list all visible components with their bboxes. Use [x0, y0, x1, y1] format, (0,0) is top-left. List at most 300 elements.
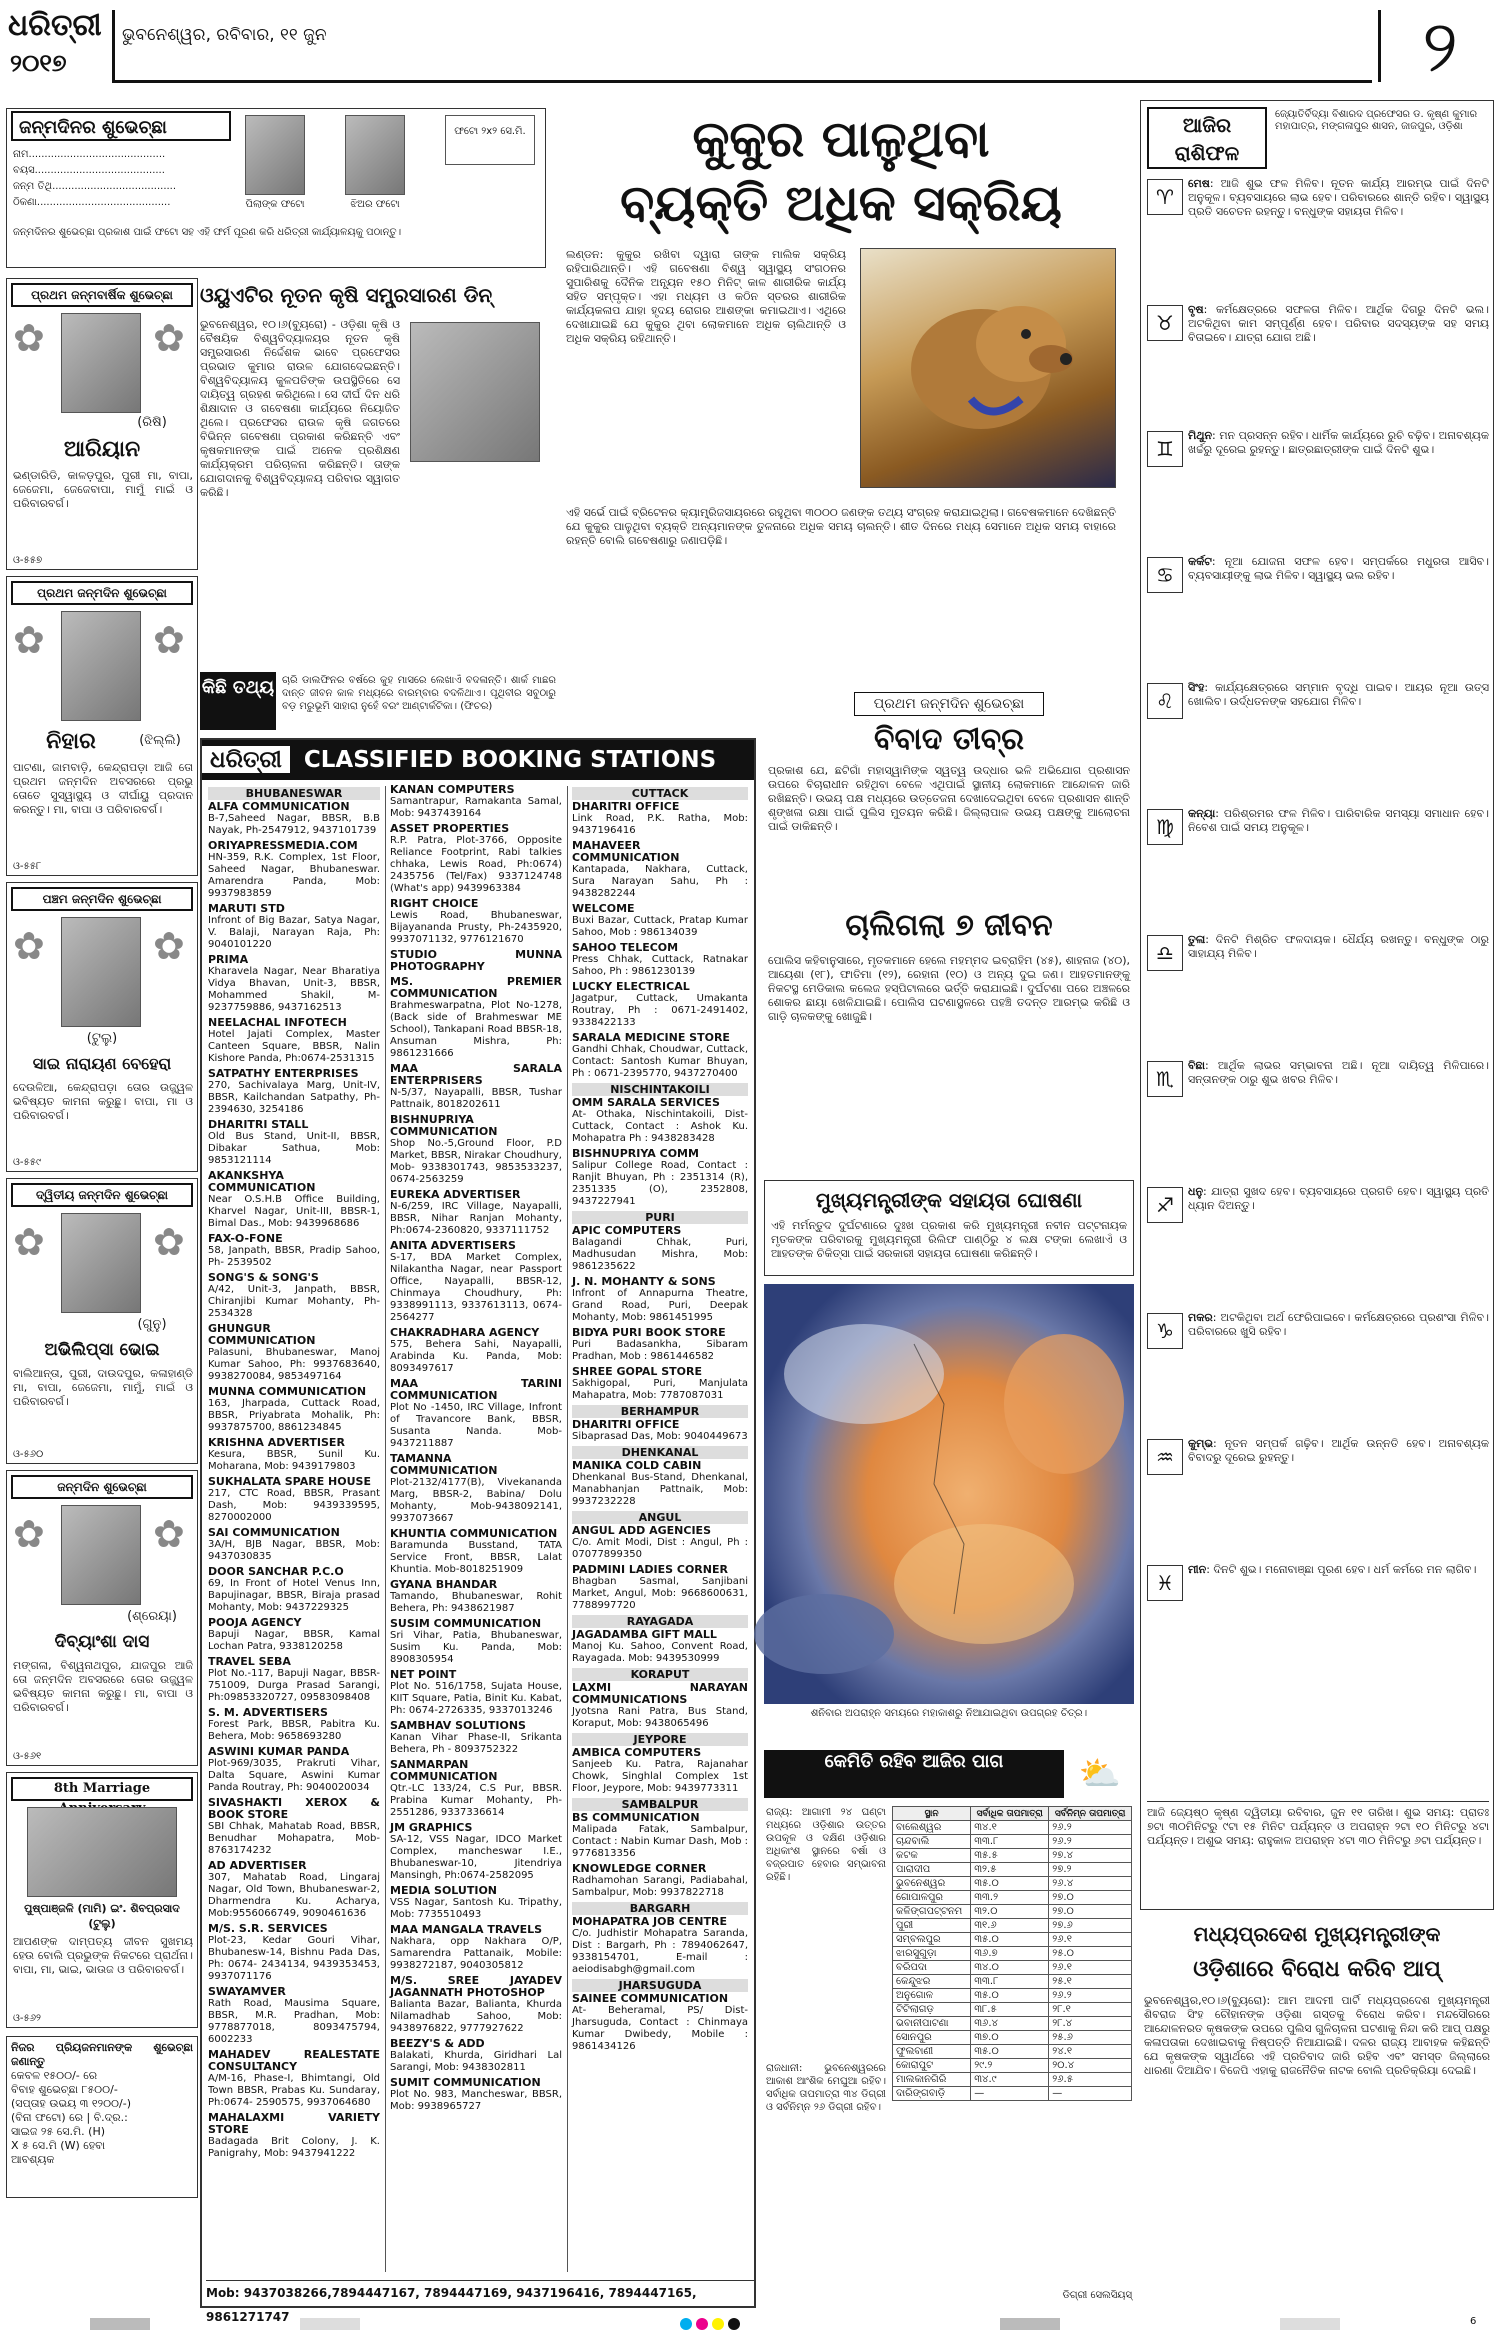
cm-relief-body: ଏହି ମର୍ମନ୍ତୁଦ ଦୁର୍ଘଟଣାରେ ଦୁଃଖ ପ୍ରକାଶ କରି ମୁଖ୍ୟମନ୍ତ୍ରୀ ନବୀନ ପଟ୍ଟନାୟକ ମୃତକଙ୍କ ପରିବାରକୁ ମୁଖ୍ୟମନ୍ତ୍ରୀ ରିଲିଫ ପାଣ୍ଠିରୁ ୪ ଲକ୍ଷ ଟଙ୍କା ଲେଖାଏଁ ଓ ଆହତଙ୍କ ଚିକିତ୍ସା ପାଇଁ ସରକାରୀ ସହାୟତା ଘୋଷଣା କରିଛନ୍ତି। [771, 1219, 1127, 1260]
horoscope-list [1147, 177, 1489, 1777]
horoscope-sign: ♍ କନ୍ୟା: ପରିଶ୍ରମର ଫଳ ମିଳିବ। ପାରିବାରିକ ସମସ୍ୟା ସମାଧାନ ହେବ। ନିବେଶ ପାଇଁ ସମୟ ଅନୁକୂଳ। [1147, 807, 1489, 927]
zodiac-name: କନ୍ୟା [1188, 807, 1216, 820]
zodiac-icon: ♋ [1147, 557, 1183, 593]
horoscope-sign: ♊ ମିଥୁନ: ମନ ପ୍ରସନ୍ନ ରହିବ। ଧାର୍ମିକ କାର୍ଯ୍ୟରେ ରୁଚି ବଢ଼ିବ। ଅନାବଶ୍ୟକ ଖର୍ଚ୍ଚରୁ ଦୂରେଇ ରୁହନ୍ତୁ। ଛାତ୍ରଛାତ୍ରୀଙ୍କ ପାଇଁ ଦିନଟି ଶୁଭ। [1147, 429, 1489, 549]
zodiac-name: ମିଥୁନ [1188, 429, 1213, 442]
classified-station-name: ANITA ADVERTISERS [390, 1239, 516, 1252]
registration-dot-cyan [680, 2318, 692, 2330]
classified-station-detail: Sanjeeb Ku. Patra, Rajanahar Chowk, Singhlal Complex 1st Floor, Jeypore, Mob: 9439773311 [572, 1759, 748, 1794]
classified-station-name: AMBICA COMPUTERS [572, 1746, 702, 1759]
zodiac-icon: ♓ [1147, 1565, 1183, 1601]
weather-row [893, 2017, 1132, 2031]
greeting-name: ଦିବ୍ୟାଂଶା ଦାସ [54, 1632, 150, 1652]
weather-max: ୩୧.୬ [971, 1919, 1049, 1933]
classified-city-heading: ANGUL [572, 1511, 748, 1524]
classified-station-name: SAMBHAV SOLUTIONS [390, 1719, 526, 1732]
classified-station [208, 801, 380, 837]
horoscope-sign: ♋ କର୍କଟ: ନୂଆ ଯୋଜନା ସଫଳ ହେବ। ସମ୍ପର୍କରେ ମଧୁରତା ଆସିବ। ବ୍ୟବସାୟୀଙ୍କୁ ଲାଭ ମିଳିବ। ସ୍ୱାସ୍ଥ୍ୟ ଭଲ ରହିବ। [1147, 555, 1489, 675]
classified-station-name: MAA MANGALA TRAVELS [390, 1923, 543, 1936]
classified-station-name: MUNNA COMMUNICATION [208, 1385, 367, 1398]
classified-station [572, 801, 748, 837]
ouat-body: ଭୁବନେଶ୍ୱର, ୧୦।୬(ବ୍ୟୁରୋ) - ଓଡ଼ିଶା କୃଷି ଓ ବୈଷୟିକ ବିଶ୍ୱବିଦ୍ୟାଳୟର ନୂତନ କୃଷି ସମ୍ପ୍ରସାରଣ ନିର୍ଦ୍ଦେଶକ ଭାବେ ପ୍ରଫେସର ପ୍ରଭାତ କୁମାର ରାଉଳ ଯୋଗଦେଇଛନ୍ତି। ବିଶ୍ୱବିଦ୍ୟାଳୟ କୁଳପତିଙ୍କ ଉପସ୍ଥିତିରେ ସେ ଦାୟିତ୍ୱ ଗ୍ରହଣ କରିଥିଲେ। ସେ ଦୀର୍ଘ ଦିନ ଧରି ଶିକ୍ଷାଦାନ ଓ ଗବେଷଣା କାର୍ଯ୍ୟରେ ନିୟୋଜିତ ଥିଲେ। ପ୍ରଫେସର ରାଉଳ କୃଷି ଜଗତରେ ବିଭିନ୍ନ ଗବେଷଣା ପ୍ରକାଶ କରିଛନ୍ତି ଏବଂ କୃଷକମାନଙ୍କ ପାଇଁ ଅନେକ ପ୍ରଶିକ୍ଷଣ କାର୍ଯ୍ୟକ୍ରମ ପରିଚାଳନା କରିଛନ୍ତି। ତାଙ୍କ ଯୋଗଦାନକୁ ବିଶ୍ୱବିଦ୍ୟାଳୟ ପରିବାର ସ୍ୱାଗତ କରିଛି। [200, 318, 400, 499]
classified-station [572, 1916, 748, 1976]
fact-box-label: କିଛି ତଥ୍ୟ [200, 672, 276, 730]
classified-station [390, 823, 562, 895]
weather-col-header: ସର୍ବନିମ୍ନ ତାପମାତ୍ରା [1049, 1807, 1132, 1821]
classified-station [572, 1525, 748, 1561]
classified-station-detail: Plot-23, Kedar Gouri Vihar, Bhubanesw-14, Bishnu Pada Das, Ph: 0674- 2434134, 9439353453, 9937071176 [208, 1935, 380, 1982]
flower-icon: ✿ [153, 1512, 185, 1556]
greeting-card [6, 882, 198, 1172]
classified-station-name: SUMIT COMMUNICATION [390, 2076, 541, 2089]
classified-station-detail: Buxi Bazar, Cuttack, Pratap Kumar Sahoo, Mob : 986134039 [572, 915, 748, 938]
classified-station-name: M/S. S.R. SERVICES [208, 1922, 328, 1935]
weather-max: ୩୫.୫ [971, 1849, 1049, 1863]
weather-min: ୨୬.୨ [1049, 1835, 1132, 1849]
horoscope-sign: ♎ ତୁଳା: ଦିନଟି ମିଶ୍ରିତ ଫଳଦାୟକ। ଧୈର୍ଯ୍ୟ ରଖନ୍ତୁ। ବନ୍ଧୁଙ୍କ ଠାରୁ ସାହାଯ୍ୟ ମିଳିବ। [1147, 933, 1489, 1053]
classified-station-detail: SBI Chhak, Mahatab Road, BBSR, Benudhar Mohapatra, Mob- 8763174232 [208, 1821, 380, 1856]
weather-min: ୨୭.୨ [1049, 1863, 1132, 1877]
weather-city: ବରିପଦା [893, 1961, 971, 1975]
classified-station [390, 1822, 562, 1882]
classified-station [208, 1170, 380, 1230]
weather-min: ୨୮.୧ [1049, 2003, 1132, 2017]
classified-city-heading: PURI [572, 1211, 748, 1224]
greeting-photo [61, 1213, 141, 1313]
classified-city-heading: BHUBANESWAR [208, 787, 380, 800]
classified-station-name: SWAYAMVER [208, 1985, 286, 1998]
anniversary-names: ପୁଷ୍ପାଞ୍ଜଳି (ମାମି) ଇଂ. ଶିବପ୍ରସାଦ (ଟୁଲୁ) [24, 1902, 180, 1930]
horoscope-sign: ♑ ମକର: ଅଟକିଥିବା ଅର୍ଥ ଫେରିପାଇବେ। କର୍ମକ୍ଷେତ୍ରରେ ପ୍ରଶଂସା ମିଳିବ। ପରିବାରରେ ଖୁସି ରହିବ। [1147, 1311, 1489, 1431]
weather-row [893, 1961, 1132, 1975]
weather-row [893, 1947, 1132, 1961]
classified-station [208, 1707, 380, 1743]
horoscope-sign: ♐ ଧନୁ: ଯାତ୍ରା ସୁଖଦ ହେବ। ବ୍ୟବସାୟରେ ପ୍ରଗତି ହେବ। ସ୍ୱାସ୍ଥ୍ୟ ପ୍ରତି ଧ୍ୟାନ ଦିଅନ୍ତୁ। [1147, 1185, 1489, 1305]
weather-max: ୩୪.୦ [971, 1961, 1049, 1975]
weather-min: ୨୭.୦ [1049, 1891, 1132, 1905]
weather-city: ଟିଟିଲାଗଡ଼ [893, 2003, 971, 2017]
classified-station-detail: Kharavela Nagar, Near Bharatiya Vidya Bhavan, Unit-3, BBSR, Mohammed Shakil, M-9237759886, 9437162513 [208, 966, 380, 1013]
birthday-form [6, 108, 546, 268]
fact-box-text: ଚାରି ଡାଲଫିନର ବର୍ଷରେ କୁହ ମାସରେ ଲେଖାଏଁ ବଦଳାନ୍ତି। ଶାର୍କ ମାଛର ଦାନ୍ତ ଜୀବନ କାଳ ମଧ୍ୟରେ ବାରମ୍ବାର ବଦଳିଥାଏ। ପୃଥିବୀର ସବୁଠାରୁ ବଡ଼ ମରୁଭୂମି ସାହାରା ନୁହେଁ ବରଂ ଆଣ୍ଟାର୍କଟିକା। (ଫିଚର) [282, 675, 556, 712]
masthead-logo: ଧରିତ୍ରୀ [8, 8, 102, 43]
classified-station-detail: R.P. Patra, Plot-3766, Opposite Reliance Footprint, Rabi talkies chhaka, Lewis Road, Ph:0674) 2435756 (Tel/Fax) 9337124748 (What's app) 9439963384 [390, 835, 562, 894]
classified-station-detail: N-5/37, Nayapalli, BBSR, Tushar Pattnaik, 8018202611 [390, 1087, 562, 1110]
greeting-code: ଓ-୫୬୦ [13, 1449, 44, 1460]
classifieds-logo: ଧରିତ୍ରୀ [202, 746, 290, 773]
classified-station [208, 1617, 380, 1653]
weather-max: ୩୭.୦ [971, 2031, 1049, 2045]
classified-station-name: MS. PREMIER COMMUNICATION [390, 975, 562, 1000]
classified-station [572, 1419, 748, 1443]
classified-station-detail: Plot No.-117, Bapuji Nagar, BBSR-751009, Durga Prasad Sarangi, Ph:09853320727, 09583098408 [208, 1668, 380, 1703]
greeting-title: ଜନ୍ମଦିନ ଶୁଭେଚ୍ଛା [11, 1475, 193, 1499]
classified-station-name: PRIMA [208, 953, 249, 966]
classified-station-detail: Qtr.-LC 133/24, C.S Pur, BBSR. Prabina Kumar Mohanty, Ph-2551286, 9337336614 [390, 1783, 562, 1818]
classified-station [572, 942, 748, 978]
classified-station-detail: 307, Mahatab Road, Lingaraj Nagar, Old Town, Bhubaneswar-2, Dharmendra Ku. Acharya, Mob:9556066749, 9090461636 [208, 1872, 380, 1919]
classified-station [390, 1240, 562, 1324]
classifieds-footer: Mob: 9437038266,7894447167, 7894447169, 9437196416, 7894447165, 9861271747 [206, 2280, 754, 2304]
classified-station-name: BS COMMUNICATION [572, 1811, 700, 1824]
classified-station [208, 1068, 380, 1116]
classified-station-name: M/S. SREE JAYADEV JAGANNATH PHOTOSHOP [390, 1974, 562, 1999]
weather-min: ୨୬.୪ [1049, 1877, 1132, 1891]
greetings-column [6, 278, 198, 2308]
greeting-card [6, 1178, 198, 1464]
classified-station-detail: Hotel Jajati Complex, Master Canteen Square, BBSR, Nalin Kishore Panda, Ph:0674-2531315 [208, 1029, 380, 1064]
horoscope-title: ଆଜିର ରାଶିଫଳ [1147, 107, 1267, 169]
masthead-year: ୨୦୧୭ [10, 48, 67, 77]
registration-dot-magenta [696, 2318, 708, 2330]
classified-station [390, 2038, 562, 2074]
classified-station-name: KNOWLEDGE CORNER [572, 1862, 707, 1875]
weather-row [893, 2073, 1132, 2087]
classified-station-name: MEDIA SOLUTION [390, 1884, 498, 1897]
weather-city: କଳିଙ୍ଗପଟ୍ଟନମ [893, 1905, 971, 1919]
classified-station-name: DHARITRI OFFICE [572, 1418, 680, 1431]
flower-icon: ✿ [13, 924, 45, 968]
classified-station-name: J. N. MOHANTY & SONS [572, 1275, 716, 1288]
zodiac-icon: ♍ [1147, 809, 1183, 845]
classified-station [572, 1276, 748, 1324]
dog-body-2: ଏହି ସର୍ଭେ ପାଇଁ ବ୍ରିଟେନର କ୍ୟାମ୍ବ୍ରିଜସାୟରରେ ରହୁଥିବା ୩୦୦୦ ଜଣଙ୍କ ତଥ୍ୟ ସଂଗ୍ରହ କରାଯାଇଥିଲା। ଗବେଷକମାନେ ଦେଖିଛନ୍ତି ଯେ କୁକୁର ପାଳୁଥିବା ବ୍ୟକ୍ତି ଅନ୍ୟମାନଙ୍କ ତୁଳନାରେ ଅଧିକ ସମୟ ଚାଲନ୍ତି। ଶୀତ ଦିନରେ ମଧ୍ୟ ସେମାନେ ଅଧିକ ସମୟ ବାହାରେ ରହନ୍ତି ବୋଲି ଗବେଷଣାରୁ ଜଣାପଡ଼ିଛି। [566, 506, 1116, 547]
dispute-body: ପ୍ରକାଶ ଯେ, ଛଟିଗାଁ ମହାସ୍ୱାମିଙ୍କ ସ୍ୱତ୍ୱ ଉଦ୍ଧାର ଭଳି ଅଭିଯୋଗ ପ୍ରଶାସନ ଉପରେ ବିଚାରାଧୀନ ରହିଥିବା ବେଳେ ଏଥିପାଇଁ ସ୍ଥାନୀୟ ଲୋକମାନେ ଆନ୍ଦୋଳନ ଜାରି ରଖିଛନ୍ତି। ଉଭୟ ପକ୍ଷ ମଧ୍ୟରେ ଉତ୍ତେଜନା ଦେଖାଦେଇଥିବା ବେଳେ ପ୍ରଶାସନ ଶାନ୍ତି ଶୃଙ୍ଖଳା ରକ୍ଷା ପାଇଁ ପୁଲିସ ମୁତୟନ କରିଛି। ଜିଲ୍ଲାପାଳ ଉଭୟ ପକ୍ଷଙ୍କୁ ଆଲୋଚନା ପାଇଁ ଡାକିଛନ୍ତି। [768, 764, 1130, 833]
lives-lost-body: ପୋଲିସ କହିବାନୁସାରେ, ମୃତକମାନେ ହେଲେ ମହମ୍ମଦ ଇବ୍ରାହିମ (୪୫), ଶାହନାଜ (୪୦), ଆୟେଶା (୧୮), ଫାତିମା (୧୨), ରେହାନା (୧୦) ଓ ଅନ୍ୟ ଦୁଇ ଜଣ। ଆହତମାନଙ୍କୁ ନିକଟସ୍ଥ ମେଡିକାଲ କଲେଜ ହସ୍ପିଟାଲରେ ଭର୍ତ୍ତି କରାଯାଇଛି। ଦୁର୍ଘଟଣା ପରେ ଅଞ୍ଚଳରେ ଶୋକର ଛାୟା ଖେଳିଯାଇଛି। ପୋଲିସ ଘଟଣାସ୍ଥଳରେ ପହଞ୍ଚି ତଦନ୍ତ ଆରମ୍ଭ କରିଛି ଓ ଗାଡ଼ି ଚାଳକଙ୍କୁ ଖୋଜୁଛି। [768, 954, 1130, 1023]
weather-max: ୩୫.୦ [971, 2045, 1049, 2059]
weather-state-forecast: ରାଜ୍ୟ: ଆଗାମୀ ୨୪ ଘଣ୍ଟା ମଧ୍ୟରେ ଓଡ଼ିଶାର ଉତ୍ତର ଉପକୂଳ ଓ ଦକ୍ଷିଣ ଓଡ଼ିଶାର ଅଧିକାଂଶ ସ୍ଥାନରେ ବର୍ଷା ଓ ବଜ୍ରପାତ ହେବାର ସମ୍ଭାବନା ରହିଛି। [766, 1807, 886, 1883]
classified-station-name: LUCKY ELECTRICAL [572, 980, 690, 993]
classified-station-name: BEEZY'S & ADD [390, 2037, 485, 2050]
classified-station-detail: B-7,Saheed Nagar, BBSR, B.B Nayak, Ph-2547912, 9437101739 [208, 813, 380, 836]
zodiac-name: ମକର [1188, 1311, 1213, 1324]
classified-station-detail: N-6/259, IRC Village, Nayapalli, BBSR, Nihar Ranjan Mohanty, Ph:0674-2360820, 9337111752 [390, 1201, 562, 1236]
rates-line: କେବଳ ୧୫୦୦/- ରେ [11, 2069, 98, 2082]
classified-city-heading: JEYPORE [572, 1733, 748, 1746]
zodiac-icon: ♊ [1147, 431, 1183, 467]
classified-station-detail: Badagada Brit Colony, J. K. Panigrahy, Mob: 9437941222 [208, 2136, 380, 2159]
weather-capital-forecast: ରାଜଧାନୀ: ଭୁବନେଶ୍ୱରରେ ଆକାଶ ଆଂଶିକ ମେଘୁଆ ରହିବ। ସର୍ବାଧିକ ତାପମାତ୍ରା ୩୪ ଡିଗ୍ରୀ ଓ ସର୍ବନିମ୍ନ ୨୬ ଡିଗ୍ରୀ ରହିବ। [766, 2063, 886, 2113]
zodiac-icon: ♒ [1147, 1439, 1183, 1475]
classified-station-detail: Malipada Fatak, Sambalpur, Contact : Nabin Kumar Dash, Mob : 9776813356 [572, 1824, 748, 1859]
weather-max: — [971, 2087, 1049, 2101]
weather-max: ୩୫.୦ [971, 1877, 1049, 1891]
classified-station-name: GYANA BHANDAR [390, 1578, 498, 1591]
classified-station [572, 1863, 748, 1899]
flower-icon: ✿ [13, 618, 45, 662]
weather-city: ଚାନ୍ଦବାଲି [893, 1835, 971, 1849]
weather-max: ୩୫.୦ [971, 1989, 1049, 2003]
weather-min: ୨୬.୧ [1049, 1933, 1132, 1947]
weather-title: କେମିତି ରହିବ ଆଜିର ପାଗ [764, 1750, 1064, 1798]
weather-min: ୨୬.୧ [1049, 1961, 1132, 1975]
classified-station-detail: C/o. Amit Modi, Dist : Angul, Ph : 07077899350 [572, 1537, 748, 1560]
classified-station [390, 949, 562, 973]
classified-station-name: ALFA COMMUNICATION [208, 800, 350, 813]
weather-min: ୨୦.୪ [1049, 2059, 1132, 2073]
weather-row [893, 1891, 1132, 1905]
zodiac-text: ନୂତନ ସମ୍ପର୍କ ଗଢ଼ିବ। ଆର୍ଥିକ ଉନ୍ନତି ହେବ। ଅନାବଶ୍ୟକ ବିବାଦରୁ ଦୂରେଇ ରୁହନ୍ତୁ। [1188, 1437, 1489, 1464]
classifieds-title: CLASSIFIED BOOKING STATIONS [303, 747, 717, 773]
greeting-text: ଭଣ୍ଡାରିଡି, କାଳଡ଼ପୁର, ପୁରୀ ମା, ବାପା, ଜେଜେମା, ଜେଜେବାପା, ମାମୁଁ ମାଇଁ ଓ ପରିବାରବର୍ଗ। [13, 469, 193, 510]
zodiac-text: ଦିନଟି ମିଶ୍ରିତ ଫଳଦାୟକ। ଧୈର୍ଯ୍ୟ ରଖନ୍ତୁ। ବନ୍ଧୁଙ୍କ ଠାରୁ ସାହାଯ୍ୟ ମିଳିବ। [1188, 933, 1489, 960]
greeting-title: ପ୍ରଥମ ଜନ୍ମବାର୍ଷିକ ଶୁଭେଚ୍ଛା [11, 283, 193, 307]
weather-city: ସୋନପୁର [893, 2031, 971, 2045]
zodiac-icon: ♐ [1147, 1187, 1183, 1223]
weather-city: କଟକ [893, 1849, 971, 1863]
zodiac-name: ଧନୁ [1188, 1185, 1204, 1198]
ouat-headline: ଓୟୁଏଟିର ନୂତନ କୃଷି ସମ୍ପ୍ରସାରଣ ଡିନ୍ [200, 283, 493, 307]
classified-city-heading: CUTTACK [572, 787, 748, 800]
classified-station [208, 1923, 380, 1983]
weather-city: ସମ୍ବଲପୁର [893, 1933, 971, 1947]
zodiac-text: ପରିଶ୍ରମର ଫଳ ମିଳିବ। ପାରିବାରିକ ସମସ୍ୟା ସମାଧାନ ହେବ। ନିବେଶ ପାଇଁ ସମୟ ଅନୁକୂଳ। [1188, 807, 1490, 834]
classified-city-heading: DHENKANAL [572, 1446, 748, 1459]
classified-station-detail: Tamando, Bhubaneswar, Rohit Behera, Ph: 9438621987 [390, 1591, 562, 1614]
flower-icon: ✿ [153, 316, 185, 360]
weather-unit-note: ଡିଗ୍ରୀ ସେଲସିୟସ୍ [1062, 2290, 1132, 2301]
classified-station [390, 1579, 562, 1615]
form-field-age[interactable]: ବୟସ......................................... [13, 165, 165, 176]
registration-mark [300, 2318, 360, 2330]
satellite-image [764, 1284, 1134, 1704]
classified-station-detail: S-17, BDA Market Complex, Nilakantha Nagar, near Passport Office, Nayapalli, BBSR-12, Chinmaya Choudhury, Ph: 9338991113, 9337613113, 0674-2564277 [390, 1252, 562, 1323]
weather-city: ଦାରିଙ୍ଗବାଡ଼ି [893, 2087, 971, 2101]
weather-max: ୩୩.୮ [971, 1975, 1049, 1989]
registration-mark [1000, 2318, 1060, 2330]
zodiac-icon: ♑ [1147, 1313, 1183, 1349]
horoscope-sign: ♌ ସିଂହ: କାର୍ଯ୍ୟକ୍ଷେତ୍ରରେ ସମ୍ମାନ ବୃଦ୍ଧି ପାଇବ। ଆୟର ନୂଆ ଉତ୍ସ ଖୋଲିବ। ଉର୍ଦ୍ଧତନଙ୍କ ସହଯୋଗ ମିଳିବ। [1147, 681, 1489, 801]
weather-row [893, 1849, 1132, 1863]
page-number-divider [1378, 10, 1381, 82]
classified-station-detail: Palasuni, Bhubaneswar, Manoj Kumar Sahoo, Ph: 9937683640, 9938270084, 9853497164 [208, 1347, 380, 1382]
classified-station-name: GHUNGUR COMMUNICATION [208, 1322, 316, 1347]
greeting-nick: (ଗୁନୁ) [137, 1317, 167, 1332]
greeting-photo [61, 917, 141, 1027]
classified-station [572, 1327, 748, 1363]
classifieds-column-1 [208, 784, 380, 2276]
classified-station [390, 976, 562, 1060]
classified-station-name: STUDIO MUNNA PHOTOGRAPHY [390, 948, 562, 973]
mp-headline-1: ମଧ୍ୟପ୍ରଦେଶ ମୁଖ୍ୟମନ୍ତ୍ରୀଙ୍କ [1193, 1922, 1441, 1946]
weather-col-header: ସର୍ବାଧିକ ତାପମାତ୍ରା [971, 1807, 1049, 1821]
birthday-form-note: ଜନ୍ମଦିନର ଶୁଭେଚ୍ଛା ପ୍ରକାଶ ପାଇଁ ଫଟୋ ସହ ଏହି ଫର୍ମ ପୂରଣ କରି ଧରିତ୍ରୀ କାର୍ଯ୍ୟାଳୟକୁ ପଠାନ୍ତୁ। [13, 227, 402, 238]
horoscope-sign: ♈ ମେଷ: ଆଜି ଶୁଭ ଫଳ ମିଳିବ। ନୂତନ କାର୍ଯ୍ୟ ଆରମ୍ଭ ପାଇଁ ଦିନଟି ଅନୁକୂଳ। ବ୍ୟବସାୟରେ ଲାଭ ହେବ। ପରିବାରରେ ଶାନ୍ତି ରହିବ। ସ୍ୱାସ୍ଥ୍ୟ ପ୍ରତି ସଚେତନ ରହନ୍ତୁ। ବନ୍ଧୁଙ୍କ ସହାୟତା ମିଳିବ। [1147, 177, 1489, 297]
classified-station-detail: Kanan Vihar Phase-II, Srikanta Behera, Ph - 8093752322 [390, 1732, 562, 1755]
weather-min: ୨୪.୧ [1049, 2045, 1132, 2059]
classified-station-detail: HN-359, R.K. Complex, 1st Floor, Saheed Nagar, Bhubaneswar. Amarendra Panda, Mob: 9937983859 [208, 852, 380, 899]
greeting-name: ସାଇ ନାରାୟଣ ବେହେରା [32, 1054, 172, 1073]
classified-city-heading: RAYAGADA [572, 1615, 748, 1628]
classified-station [572, 840, 748, 900]
classified-station-detail: Plot No. 516/1758, Sujata House, KIIT Square, Patia, Binit Ku. Kabat, Ph: 0674-2726335, 9337013246 [390, 1681, 562, 1716]
classified-station-detail: Bapuji Nagar, BBSR, Kamal Lochan Patra, 9338120258 [208, 1629, 380, 1652]
panjika-text: ଆଜି ଜ୍ୟେଷ୍ଠ କୃଷ୍ଣ ଦ୍ୱିତୀୟା ରବିବାର, ଜୁନ ୧୧ ତାରିଖ। ଶୁଭ ସମୟ: ପ୍ରାତଃ ୭ଟା ୩୦ମିନିଟରୁ ୯ଟା ୧୫ ମିନିଟ ପର୍ଯ୍ୟନ୍ତ ଓ ଅପରାହ୍ନ ୨ଟା ୧୦ ମିନିଟରୁ ୪ଟା ପର୍ଯ୍ୟନ୍ତ। ଅଶୁଭ ସମୟ: ରାହୁକାଳ ଅପରାହ୍ନ ୪ଟା ୩୦ ମିନିଟରୁ ୬ଟା ପର୍ଯ୍ୟନ୍ତ। [1147, 1801, 1489, 1905]
weather-city: କୋରାପୁଟ [893, 2059, 971, 2073]
weather-max: ୩୩.୨ [971, 1891, 1049, 1905]
dispute-headline: ବିବାଦ ତୀବ୍ର [874, 722, 1024, 757]
weather-min: ୨୫.୦ [1049, 1947, 1132, 1961]
classified-station-detail: SA-12, VSS Nagar, IDCO Market Complex, mancheswar I.E., Bhubaneswar-10, Jitendriya Mansingh, Ph:0674-2582095 [390, 1834, 562, 1881]
weather-max: ୩୨.୫ [971, 1863, 1049, 1877]
classified-station [208, 1119, 380, 1167]
zodiac-name: ବିଛା [1188, 1059, 1205, 1072]
sample-photo-child [245, 115, 305, 195]
classified-station [390, 1114, 562, 1186]
classifieds-column-3 [572, 784, 748, 2276]
classified-station [208, 1476, 380, 1524]
classified-station-detail: Sri Vihar, Patia, Bhubaneswar, Susim Ku. Panda, Mob: 8908305954 [390, 1630, 562, 1665]
dispute-story [764, 692, 1134, 898]
greeting-card [6, 1470, 198, 1766]
form-field-name[interactable]: ନାମ........................................... [13, 149, 166, 160]
weather-row [893, 1919, 1132, 1933]
greeting-title: ଦ୍ୱିତୀୟ ଜନ୍ମଦିନ ଶୁଭେଚ୍ଛା [11, 1183, 193, 1207]
rates-title: ନିଜର ପ୍ରିୟଜନମାନଙ୍କ ଶୁଭେଚ୍ଛା ଜଣାନ୍ତୁ [11, 2041, 193, 2068]
classified-station-detail: At- Othaka, Nischintakoili, Dist- Cuttack, Contact : Ashok Ku. Mohapatra Ph : 9438283428 [572, 1109, 748, 1144]
classified-station [572, 1148, 748, 1208]
horoscope-sign: ♏ ବିଛା: ଆର୍ଥିକ ଲାଭର ସମ୍ଭାବନା ଅଛି। ନୂଆ ଦାୟିତ୍ୱ ମିଳିପାରେ। ସନ୍ତାନଙ୍କ ଠାରୁ ଶୁଭ ଖବର ମିଳିବ। [1147, 1059, 1489, 1179]
classified-station-name: SUSIM COMMUNICATION [390, 1617, 542, 1630]
satellite-caption: ଶନିବାର ଅପରାହ୍ନ ସମୟରେ ମହାକାଶରୁ ନିଆଯାଇଥିବା ଉପଗ୍ରହ ଚିତ୍ର। [810, 1708, 1088, 1719]
classified-station-detail: Radhamohan Sarangi, Padiabahal, Sambalpur, Mob: 9937822718 [572, 1875, 748, 1898]
greeting-code: ଓ-୫୬୧ [13, 1751, 42, 1762]
greeting-nick: (ଟୁଲୁ) [86, 1031, 118, 1046]
flower-icon: ✿ [153, 924, 185, 968]
classified-station-detail: Forest Park, BBSR, Pabitra Ku. Behera, Mob: 9658693280 [208, 1719, 380, 1742]
dog-headline-2: ବ୍ୟକ୍ତି ଅଧିକ ସକ୍ରିୟ [620, 173, 1062, 232]
sample-photo-girl [345, 115, 405, 195]
classified-station-detail: Kantapada, Nakhara, Cuttack, Sura Narayan Sahu, Ph : 9438282244 [572, 864, 748, 899]
greeting-text: ବାଲିଆନ୍ତା, ପୁରୀ, ଦାଉଦପୁର, କଳାହାଣ୍ଡି ମା, ବାପା, ଜେଜେମା, ମାମୁଁ, ମାଇଁ ଓ ପରିବାରବର୍ଗ। [13, 1367, 193, 1408]
classified-station [208, 1860, 380, 1920]
registration-mark [90, 2318, 150, 2330]
classified-station-name: RIGHT CHOICE [390, 897, 479, 910]
rates-line: X ୫ ସେ.ମି (W) ହେବା [11, 2139, 106, 2152]
classified-station-detail: C/o. Judhistir Mohapatra Saranda, Dist : Bargarh, Ph : 7894062647, 9338154701, E-mail : aeiodisabgh@gmail.com [572, 1928, 748, 1975]
classified-station-name: SATPATHY ENTERPRISES [208, 1067, 359, 1080]
weather-city: ପୁରୀ [893, 1919, 971, 1933]
weather-city: ଗୋପାଳପୁର [893, 1891, 971, 1905]
zodiac-text: ଅଟକିଥିବା ଅର୍ଥ ଫେରିପାଇବେ। କର୍ମକ୍ଷେତ୍ରରେ ପ୍ରଶଂସା ମିଳିବ। ପରିବାରରେ ଖୁସି ରହିବ। [1188, 1311, 1490, 1338]
classified-station-detail: Plot-2132/4177(B), Vivekananda Marg, BBSR-2, Babina/ Dolu Mohanty, Mob-9438092141, 9937073667 [390, 1477, 562, 1524]
classified-station-detail: Press Chhak, Cuttack, Ratnakar Sahoo, Ph : 9861230139 [572, 954, 748, 977]
greeting-card [6, 278, 198, 570]
classified-station [208, 1797, 380, 1857]
weather-row [893, 1975, 1132, 1989]
classified-station-name: KHUNTIA COMMUNICATION [390, 1527, 558, 1540]
classified-station-name: SAHOO TELECOM [572, 941, 679, 954]
classified-station-detail: Manoj Ku. Sahoo, Convent Road, Rayagada. Mob: 9439530999 [572, 1641, 748, 1664]
classified-station [208, 954, 380, 1014]
lives-lost-headline: ଚାଲିଗଲା ୭ ଜୀବନ [845, 908, 1053, 943]
classified-station-detail: 163, Jharpada, Cuttack Road, BBSR, Priyabrata Mohalik, Ph: 9937875700, 8861234845 [208, 1398, 380, 1433]
flower-icon: ✿ [153, 618, 185, 662]
classified-station-name: OMM SARALA SERVICES [572, 1096, 720, 1109]
zodiac-text: ମନ ପ୍ରସନ୍ନ ରହିବ। ଧାର୍ମିକ କାର୍ଯ୍ୟରେ ରୁଚି ବଢ଼ିବ। ଅନାବଶ୍ୟକ ଖର୍ଚ୍ଚରୁ ଦୂରେଇ ରୁହନ୍ତୁ। ଛାତ୍ରଛାତ୍ରୀଙ୍କ ପାଇଁ ଦିନଟି ଶୁଭ। [1188, 429, 1490, 456]
classified-station-detail: Nakhara, opp Nakhara O/P, Samarendra Pattanaik, Mobile: 9938272187, 9040305812 [390, 1936, 562, 1971]
classified-station-detail: Balagandi Chhak, Puri, Madhusudan Mishra, Mob: 9861235622 [572, 1237, 748, 1272]
classified-station-detail: VSS Nagar, Santosh Ku. Tripathy, Mob: 7735510493 [390, 1897, 562, 1920]
classified-station-detail: At- Beheramal, PS/ Dist- Jharsuguda, Contact : Chinmaya Kumar Dwibedy, Mobile : 9861434126 [572, 2005, 748, 2052]
classified-station [208, 1017, 380, 1065]
classified-station-detail: Balakati, Khurda, Giridhari Lal Sarangi, Mob: 9438302811 [390, 2050, 562, 2073]
classified-station [572, 1225, 748, 1273]
classified-station-detail: Balianta Bazar, Balianta, Khurda Nilamadhab Sahoo, Mob: 9438976822, 9777927622 [390, 1999, 562, 2034]
weather-city: ପାରାଦୀପ [893, 1863, 971, 1877]
greeting-title: ପଞ୍ଚମ ଜନ୍ମଦିନ ଶୁଭେଚ୍ଛା [11, 887, 193, 911]
zodiac-text: କର୍ମକ୍ଷେତ୍ରରେ ସଫଳତା ମିଳିବ। ଆର୍ଥିକ ଦିଗରୁ ଦିନଟି ଭଲ। ଅଟକିଥିବା କାମ ସମ୍ପୂର୍ଣ୍ଣ ହେବ। ପରିବାର ସଦସ୍ୟଙ୍କ ସହ ସମୟ ବିତାଇବେ। ଯାତ୍ରା ଯୋଗ ଅଛି। [1188, 303, 1489, 344]
classified-station-detail: Salipur College Road, Contact : Ranjit Bhuyan, Ph : 2351314 (R), 2351335 (O), 2352808, 9437227941 [572, 1160, 748, 1207]
classified-station-name: MARUTI STD [208, 902, 285, 915]
weather-min: ୨୭.୬ [1049, 1919, 1132, 1933]
column-rule [385, 786, 386, 2272]
classified-station [390, 1189, 562, 1237]
mp-body: ଭୁବନେଶ୍ୱର,୧୦।୬(ବ୍ୟୁରୋ): ଆମ ଆଦମୀ ପାର୍ଟି ମଧ୍ୟପ୍ରଦେଶ ମୁଖ୍ୟମନ୍ତ୍ରୀ ଶିବରାଜ ସିଂହ ଚୌହାନଙ୍କ ଓଡ଼ିଶା ଗସ୍ତକୁ ବିରୋଧ କରିବ। ମନ୍ଦସୌରରେ ଆନ୍ଦୋଳନରତ କୃଷକଙ୍କ ଉପରେ ପୁଲିସ ଗୁଳିଚାଳନା ଘଟଣାକୁ ନିନ୍ଦା କରି ଆପ୍ ପକ୍ଷରୁ କଳାପତାକା ଦେଖାଇବାକୁ ନିଷ୍ପତ୍ତି ନିଆଯାଇଛି। ଦଳର ରାଜ୍ୟ ଆବାହକ କହିଛନ୍ତି ଯେ କୃଷକଙ୍କ ସ୍ୱାର୍ଥରେ ଏହି ପ୍ରତିବାଦ ଜାରି ରହିବ ଏବଂ ସମସ୍ତ ଜିଲ୍ଲାରେ ଧାରଣା ଦିଆଯିବ। ବିଜେପି ଏହାକୁ ରାଜନୈତିକ ନାଟକ ବୋଲି ପ୍ରତିକ୍ରିୟା ଦେଇଛି। [1144, 1994, 1490, 2077]
classified-station-name: BISHNUPRIYA COMM [572, 1147, 699, 1160]
classified-station [572, 1747, 748, 1795]
weather-row [893, 1835, 1132, 1849]
cm-relief-story [764, 1180, 1134, 1276]
form-field-dob[interactable]: ଜନ୍ମ ତିଥି....................................... [13, 181, 177, 192]
classified-station-name: MAHAVEER COMMUNICATION [572, 839, 680, 864]
weather-city: ବାଲେଶ୍ୱର [893, 1821, 971, 1835]
classified-station-name: JAGADAMBA GIFT MALL [572, 1628, 717, 1641]
classified-station-name: DOOR SANCHAR P.C.O [208, 1565, 344, 1578]
classified-station [208, 1437, 380, 1473]
couple-photo [27, 1807, 177, 1897]
classified-station-name: AD ADVERTISER [208, 1859, 307, 1872]
classified-station-name: CHAKRADHARA AGENCY [390, 1326, 540, 1339]
classified-station-detail: Infront of Annapurna Theatre, Grand Road, Puri, Deepak Mohanty, Mob: 9861451995 [572, 1288, 748, 1323]
classified-station-name: SAINEE COMMUNICATION [572, 1992, 729, 2005]
weather-max: ୩୫.୦ [971, 1933, 1049, 1947]
classified-station-detail: 69, In Front of Hotel Venus Inn, Bapujinagar, BBSR, Biraja prasad Mohanty, Mob: 9437229325 [208, 1578, 380, 1613]
classified-station-name: MAHALAXMI VARIETY STORE [208, 2111, 380, 2136]
weather-max: ୩୪.୧ [971, 1821, 1049, 1835]
classified-station [572, 1460, 748, 1508]
horoscope-sign: ♉ ବୃଷ: କର୍ମକ୍ଷେତ୍ରରେ ସଫଳତା ମିଳିବ। ଆର୍ଥିକ ଦିଗରୁ ଦିନଟି ଭଲ। ଅଟକିଥିବା କାମ ସମ୍ପୂର୍ଣ୍ଣ ହେବ। ପରିବାର ସଦସ୍ୟଙ୍କ ସହ ସମୟ ବିତାଇବେ। ଯାତ୍ରା ଯୋଗ ଅଛି। [1147, 303, 1489, 423]
classified-station [390, 1063, 562, 1111]
classified-station-name: MOHAPATRA JOB CENTRE [572, 1915, 727, 1928]
dog-illustration [861, 249, 1117, 489]
classified-station-name: LAXMI NARAYAN COMMUNICATIONS [572, 1681, 748, 1706]
classified-station [208, 903, 380, 951]
classified-station-name: TAMANNA COMMUNICATION [390, 1452, 498, 1477]
classified-city-heading: KORAPUT [572, 1668, 748, 1681]
weather-row [893, 2045, 1132, 2059]
masthead-rule [112, 80, 1372, 83]
form-field-address[interactable]: ଠିକଣା.......................................... [13, 197, 171, 208]
weather-row [893, 2059, 1132, 2073]
classified-station-name: TRAVEL SEBA [208, 1655, 291, 1668]
greeting-photo [61, 611, 141, 721]
rates-box [6, 2036, 198, 2198]
mp-story [1140, 1918, 1494, 2310]
classified-station-name: POOJA AGENCY [208, 1616, 302, 1629]
classified-station-name: SARALA MEDICINE STORE [572, 1031, 730, 1044]
greeting-nick: (ରିଷି) [137, 415, 167, 430]
classified-city-heading: JHARSUGUDA [572, 1979, 748, 1992]
ouat-story [200, 278, 550, 668]
classified-station [390, 1975, 562, 2035]
classified-station-name: BIDYA PURI BOOK STORE [572, 1326, 726, 1339]
zodiac-text: ଦିନଟି ଶୁଭ। ମନୋବାଞ୍ଛା ପୂରଣ ହେବ। ଧର୍ମ କର୍ମରେ ମନ ଲାଗିବ। [1213, 1563, 1477, 1576]
classified-station-name: ASWINI KUMAR PANDA [208, 1745, 350, 1758]
sample-photo-caption-1: ପିଲାଙ୍କ ଫଟୋ [245, 199, 305, 210]
weather-min: ୨୬.୨ [1049, 1821, 1132, 1835]
dog-body: ଲଣ୍ଡନ: କୁକୁର ରଖିବା ଦ୍ୱାରା ତାଙ୍କ ମାଲିକ ସକ୍ରିୟ ରହିପାରିଥାନ୍ତି। ଏହି ଗବେଷଣା ବିଶ୍ୱ ସ୍ୱାସ୍ଥ୍ୟ ସଂଗଠନର ସୁପାରିଶକୁ ଦୈନିକ ଅନ୍ୟୂନ ୧୫୦ ମିନିଟ୍ କାଳ ଶାରୀରିକ କାର୍ଯ୍ୟ ସହିତ ସମ୍ପୃକ୍ତ। ଏହା ମଧ୍ୟମ ଓ କଠିନ ସ୍ତରର ଶାରୀରିକ କାର୍ଯ୍ୟକଳାପ ଯାହା ହୃଦୟ ରୋଗର ଆଶଙ୍କା କମାଇଥାଏ। ଏଥିରେ ଦେଖାଯାଇଛି ଯେ କୁକୁର ଥିବା ଲୋକମାନେ ଅଧିକ ଚାଲିଥାନ୍ତି ଓ ଅଧିକ ସକ୍ରିୟ ରହିଥାନ୍ତି। [566, 248, 846, 345]
